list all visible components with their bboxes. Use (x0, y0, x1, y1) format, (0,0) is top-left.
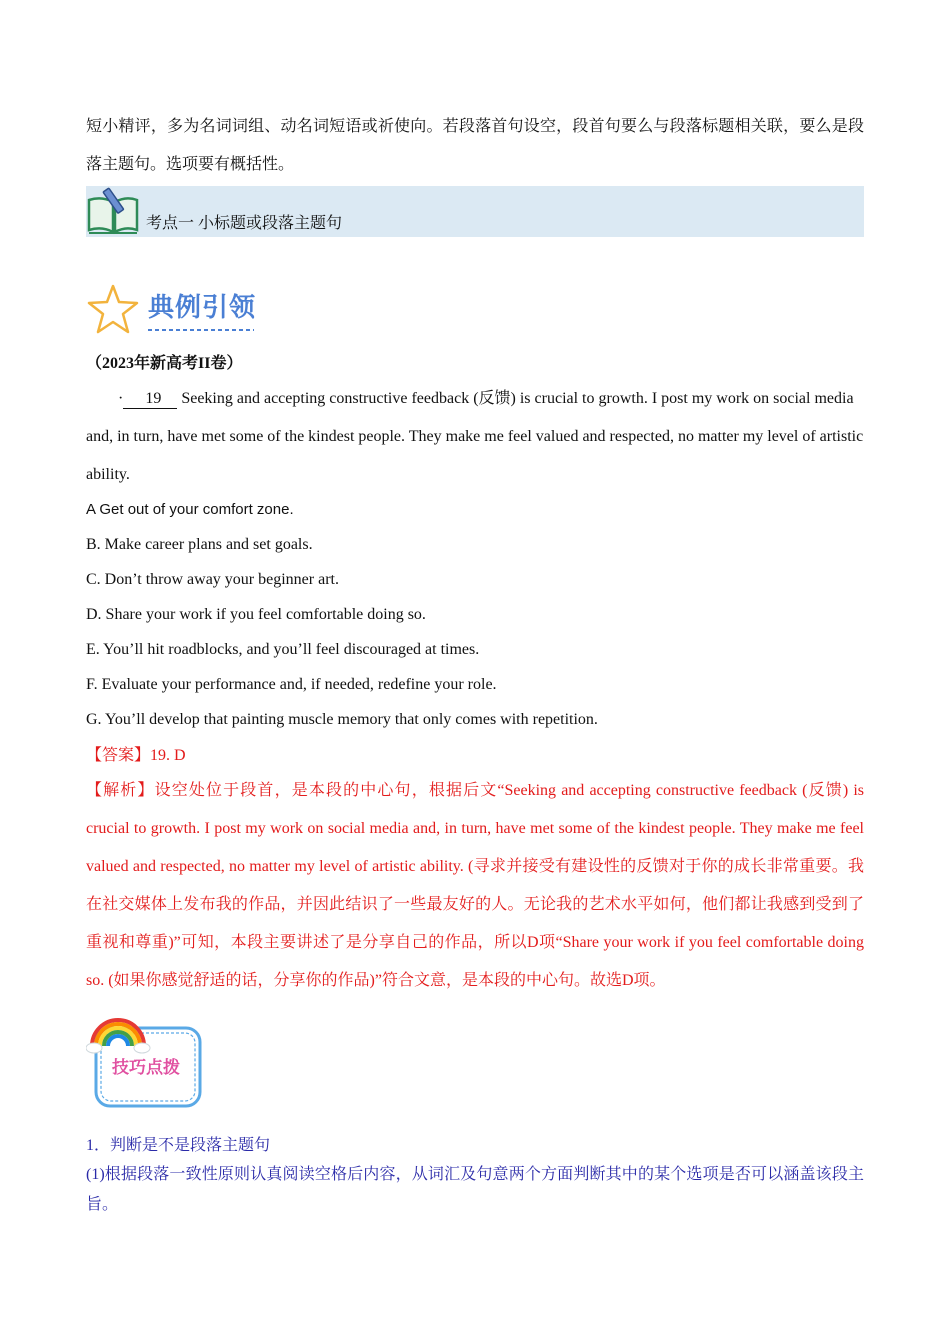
option-d: D. Share your work if you feel comfortable doing so. (86, 606, 426, 623)
option-c: C. Don’t throw away your beginner art. (86, 571, 339, 588)
question-body: Seeking and accepting constructive feedback (反馈) is crucial to growth. I post my work on social media and, in turn, have met some of the kindest people. They make me feel valued and respected, no matter my level of artistic ability. (86, 390, 864, 483)
analysis-paragraph (86, 772, 864, 1000)
option-f: F. Evaluate your performance and, if needed, redefine your role. (86, 676, 497, 693)
tip-point-1: 1．判断是不是段落主题句 (86, 1137, 271, 1154)
kaodian-banner (86, 186, 864, 237)
option-g: G. You’ll develop that painting muscle memory that only comes with repetition. (86, 711, 598, 728)
answer-value: 19. D (150, 747, 186, 764)
option-b: B. Make career plans and set goals. (86, 536, 313, 553)
example-heading-text: 典例引领 (148, 293, 257, 323)
source-label: （2023年新高考II卷） (86, 355, 243, 372)
example-heading (86, 282, 286, 342)
option-e: E. You’ll hit roadblocks, and you’ll feel discouraged at times. (86, 641, 480, 658)
kaodian-label: 考点一 小标题或段落主题句 (146, 215, 343, 232)
book-pencil-icon (86, 186, 142, 237)
answer-label: 【答案】 (86, 747, 151, 764)
tips-heading (86, 1012, 210, 1112)
analysis-label: 【解析】 (86, 782, 155, 799)
answer-line (86, 737, 864, 775)
option-a: A Get out of your comfort zone. (86, 501, 294, 518)
answer-blank: 19 (123, 390, 177, 409)
analysis-text: 设空处位于段首，是本段的中心句，根据后文“Seeking and accepting constructive feedback (反馈) is crucial to growth. I post my work on social media and, in turn, have met some of the kindest people. They make me feel valued and respected, no matter my level of artistic ability. (寻求并接受有建设性的反馈对于你的成长非常重要。我在社交媒体上发布我的作品，并因此结识了一些最友好的人。无论我的艺术水平如何，他们都让我感到受到了重视和尊重)”可知，本段主要讲述了是分享自己的作品，所以D项“Share your work if you feel comfortable doing so. (如果你感觉舒适的话，分享你的作品)”符合文意，是本段的中心句。故选D项。 (86, 782, 864, 989)
tips-heading-text: 技巧点拨 (112, 1058, 180, 1078)
intro-paragraph: 短小精评，多为名词词组、动名词短语或祈使向。若段落首句设空，段首句要么与段落标题相关联，要么是段落主题句。选项要有概括性。 (86, 118, 864, 173)
question-bullet: · (118, 390, 124, 407)
tip-point-1-detail: (1)根据段落一致性原则认真阅读空格后内容，从词汇及句意两个方面判断其中的某个选项是否可以涵盖该段主旨。 (86, 1166, 864, 1213)
question-text (86, 380, 864, 494)
